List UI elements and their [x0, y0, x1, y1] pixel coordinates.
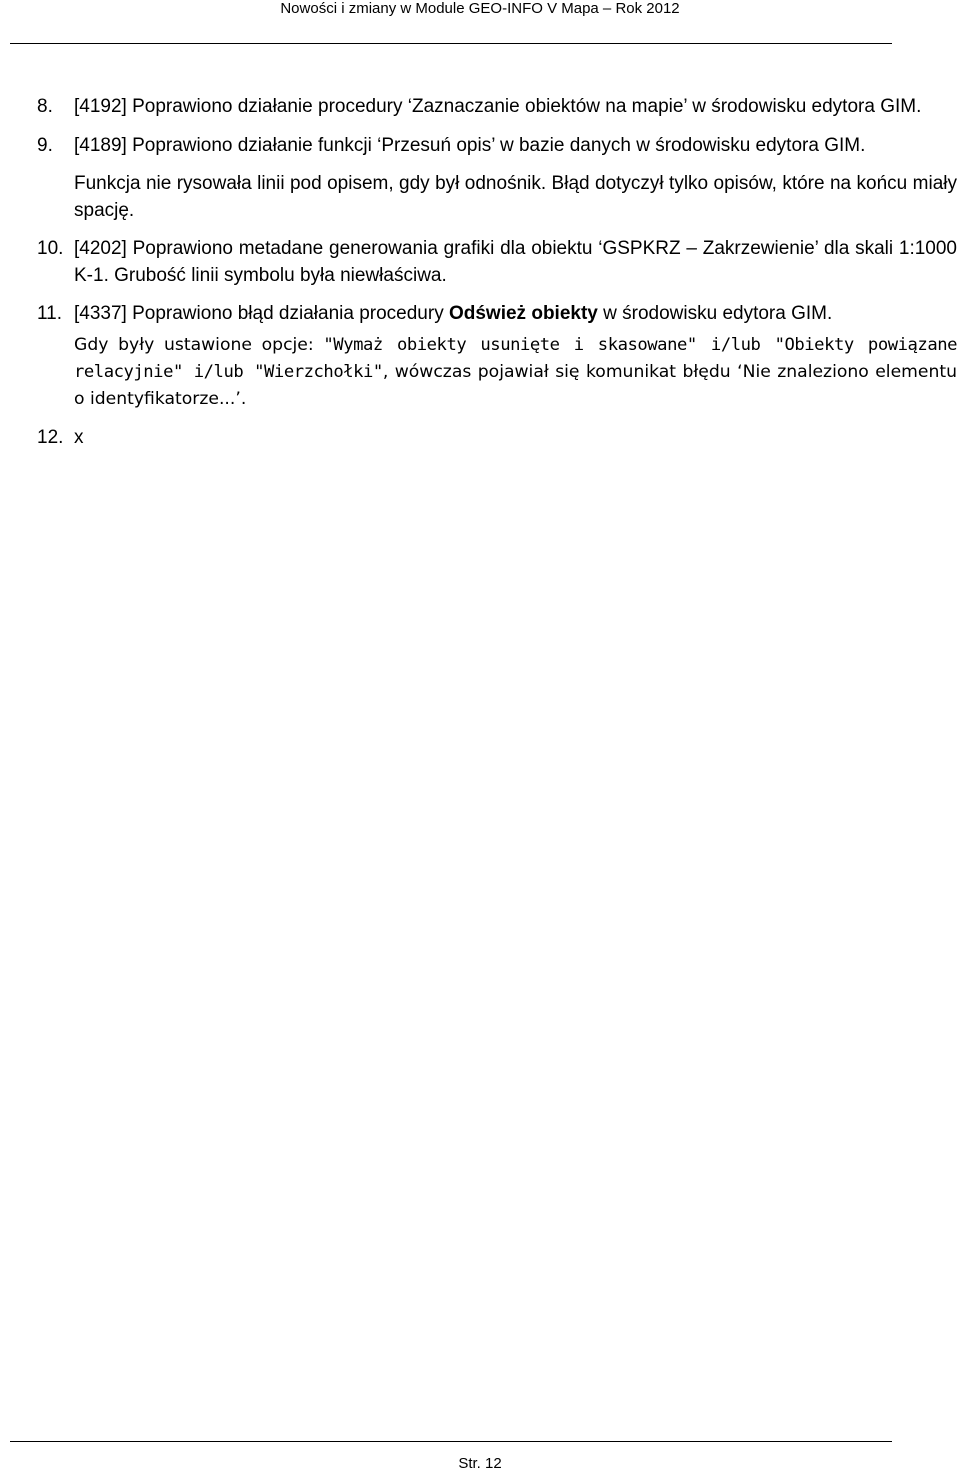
item-text-after: w środowisku edytora GIM. [597, 303, 833, 324]
list-item [37, 133, 957, 160]
item-number: 11. [37, 303, 63, 324]
item-number: 10. [37, 238, 64, 259]
item-number: 8. [37, 96, 53, 117]
list-item [37, 301, 957, 328]
item-continuation [37, 332, 957, 413]
item-text: [4192] Poprawiono działanie procedury ‘Zaznaczanie obiektów na mapie’ w środowisku edytora GIM. [74, 96, 922, 117]
item-text: x [74, 426, 84, 448]
change-list [37, 94, 957, 451]
page-number: Str. 12 [458, 1455, 502, 1472]
error-message: ‘Nie znaleziono elementu o identyfikatorze...’. [74, 361, 957, 409]
item-number: 9. [37, 134, 53, 156]
footer-rule [10, 1441, 892, 1442]
item-text: [4189] Poprawiono działanie funkcji ‘Przesuń opis’ w bazie danych w środowisku edytora GIM. [74, 134, 866, 156]
item-text-before: [4337] Poprawiono błąd działania procedury [74, 303, 449, 324]
list-item [37, 94, 957, 121]
continuation-middle: , wówczas pojawiał się komunikat błędu [382, 361, 738, 382]
header-rule [10, 43, 892, 44]
item-text: [4202] Poprawiono metadane generowania grafiki dla obiektu ‘GSPKRZ – Zakrzewienie’ dla skali 1:1000 K-1. Grubość linii symbolu była niewłaściwa. [74, 238, 957, 286]
procedure-name: Odśwież obiekty [448, 303, 598, 324]
option-names: "Wymaż obiekty usunięte i skasowane" i/lub "Obiekty powiązane relacyjnie" i/lub "Wierzchołki" [74, 334, 958, 382]
continuation-intro: Gdy były ustawione opcje: [74, 334, 324, 355]
list-item [37, 425, 957, 452]
item-continuation: Funkcja nie rysowała linii pod opisem, gdy był odnośnik. Błąd dotyczył tylko opisów, które na końcu miały spację. [74, 173, 957, 221]
page-header: Nowości i zmiany w Module GEO-INFO V Mapa – Rok 2012 [280, 0, 680, 17]
list-item [37, 236, 957, 289]
item-number: 12. [37, 426, 64, 448]
